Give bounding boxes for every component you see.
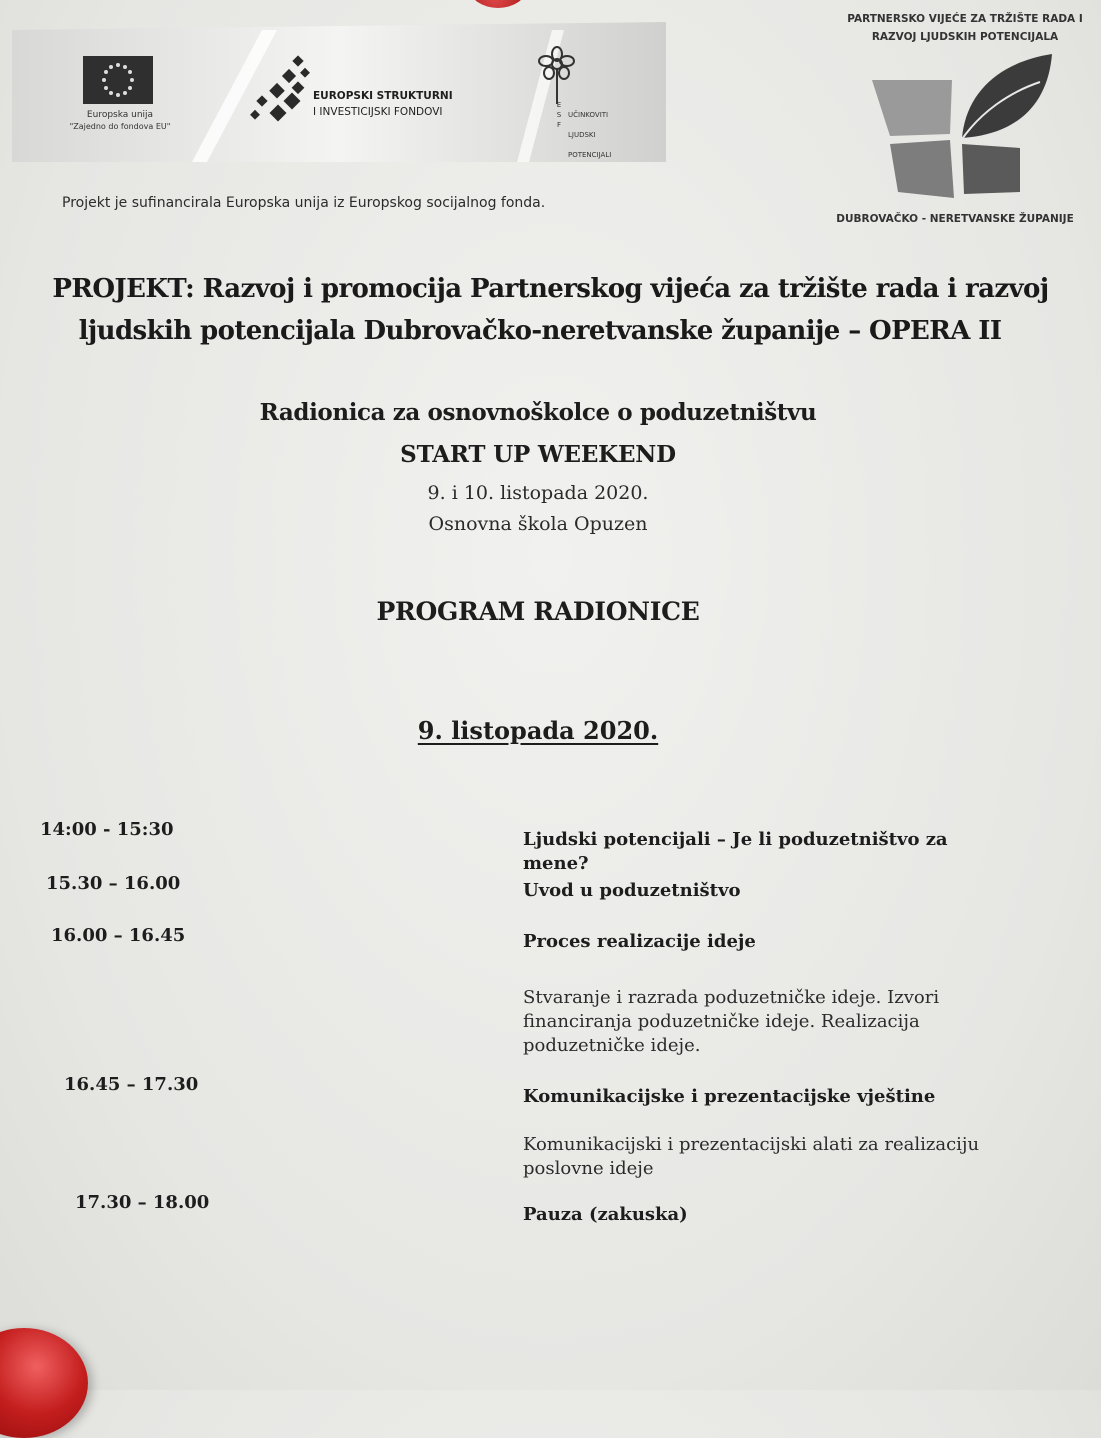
esif-squares-icon [250, 55, 312, 131]
council-name-line2: RAZVOJ LJUDSKIH POTENCIJALA [871, 31, 1059, 43]
workshop-title: Radionica za osnovnoškolce o poduzetništvu [259, 399, 817, 426]
magnet-bottom [0, 1328, 88, 1438]
schedule-description: Komunikacijski i prezentacijski alati za realizaciju poslovne ideje [523, 1134, 980, 1179]
workshop-subtitle: START UP WEEKEND [400, 441, 676, 468]
workshop-venue: Osnovna škola Opuzen [428, 513, 648, 535]
schedule-activity: Proces realizacije ideje [523, 931, 756, 952]
schedule-time: 14:00 - 15:30 [40, 819, 174, 840]
workshop-dates: 9. i 10. listopada 2020. [427, 482, 649, 504]
schedule-time: 16.00 – 16.45 [51, 925, 186, 946]
schedule-description: Stvaranje i razrada poduzetničke ideje. Izvori financiranja poduzetničke ideje. Realizacija poduzetničke ideje. [523, 987, 940, 1056]
eu-caption: Europska unija [86, 110, 154, 120]
flower-icon [533, 46, 581, 106]
esf-slogan: UČINKOVITI LJUDSKI POTENCIJALI [568, 111, 612, 159]
schedule-activity: Uvod u poduzetništvo [523, 880, 741, 901]
butterfly-leaf-logo-icon [870, 52, 1056, 202]
schedule-time: 17.30 – 18.00 [75, 1192, 210, 1213]
day-heading: 9. listopada 2020. [417, 716, 659, 745]
schedule-activity: Komunikacijske i prezentacijske vještine [523, 1086, 936, 1107]
council-name-line1: PARTNERSKO VIJEĆE ZA TRŽIŠTE RADA I [847, 13, 1083, 25]
schedule-activity: Ljudski potencijali – Je li poduzetništvo za mene? [523, 829, 948, 874]
project-title-line1: PROJEKT: Razvoj i promocija Partnerskog vijeća za tržište rada i razvoj [52, 274, 1049, 304]
program-title: PROGRAM RADIONICE [376, 597, 700, 626]
project-title-line2: ljudskih potencijala Dubrovačko-neretvanske županije – OPERA II [78, 316, 1002, 346]
eu-slogan: "Zajedno do fondova EU" [69, 122, 171, 131]
esif-title-line2: I INVESTICIJSKI FONDOVI [313, 106, 443, 118]
schedule-time: 16.45 – 17.30 [64, 1074, 199, 1095]
county-name: DUBROVAČKO - NERETVANSKE ŽUPANIJE [836, 213, 1074, 225]
schedule-time: 15.30 – 16.00 [46, 873, 181, 894]
eu-flag-icon [83, 56, 153, 104]
cofinanced-note: Projekt je sufinancirala Europska unija iz Europskog socijalnog fonda. [62, 195, 546, 211]
magnet-top [470, 0, 526, 8]
esf-letters: E S F [556, 101, 562, 129]
esif-title-line1: EUROPSKI STRUKTURNI [313, 90, 453, 102]
schedule-activity: Pauza (zakuska) [523, 1204, 688, 1225]
